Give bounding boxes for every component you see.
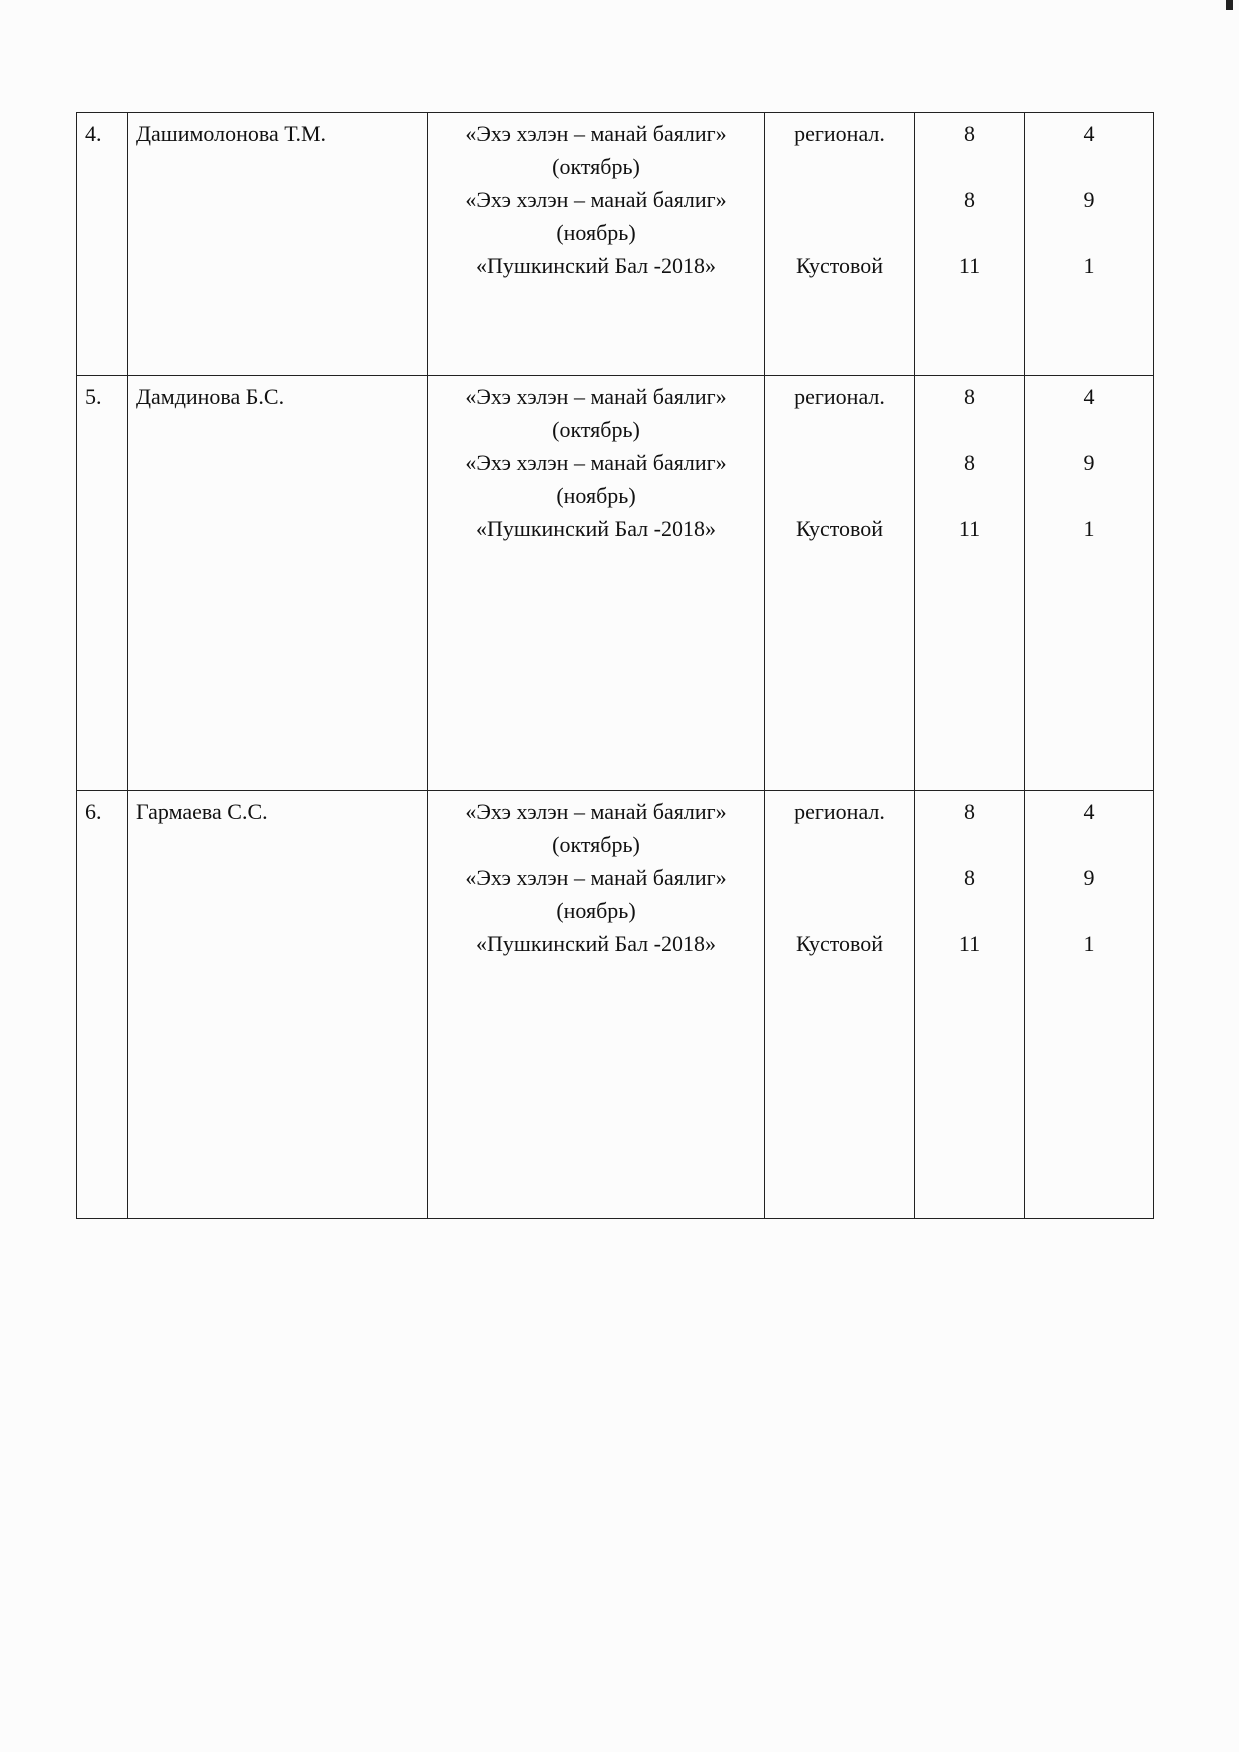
place-value: 4 (1083, 384, 1095, 409)
event-level: Кустовой (795, 931, 884, 956)
event-title: «Пушкинский Бал -2018» (476, 931, 716, 956)
grade-value: 8 (964, 121, 975, 146)
place-value: 4 (1083, 121, 1095, 146)
event-level (773, 446, 906, 479)
event-title: «Эхэ хэлэн – манай баялиг» (465, 865, 727, 890)
event-note: (октябрь) (552, 417, 640, 442)
grade-cell (915, 791, 1025, 1219)
place-value: 1 (1083, 253, 1095, 278)
place-value: 1 (1083, 931, 1095, 956)
event-note: (ноябрь) (556, 898, 636, 923)
level-cell (765, 113, 915, 376)
event-note: (ноябрь) (556, 220, 636, 245)
event-level: Кустовой (795, 253, 884, 278)
grade-value: 8 (964, 865, 975, 890)
event-level: регионал. (794, 799, 885, 824)
place-value: 9 (1083, 187, 1095, 212)
event-title: «Эхэ хэлэн – манай баялиг» (465, 187, 727, 212)
row-number: 4. (77, 113, 128, 376)
grade-value: 8 (964, 450, 975, 475)
participant-name: Дашимолонова Т.М. (128, 113, 428, 376)
grade-value: 8 (964, 384, 975, 409)
event-level: регионал. (794, 384, 885, 409)
event-level: Кустовой (795, 516, 884, 541)
event-title: «Эхэ хэлэн – манай баялиг» (465, 799, 727, 824)
grade-cell (915, 376, 1025, 791)
place-value: 9 (1083, 865, 1095, 890)
table-row (77, 113, 1154, 376)
grade-value: 8 (964, 187, 975, 212)
row-number: 6. (77, 791, 128, 1219)
event-title: «Пушкинский Бал -2018» (476, 253, 716, 278)
event-title: «Эхэ хэлэн – манай баялиг» (465, 384, 727, 409)
event-note: (октябрь) (552, 832, 640, 857)
place-value: 9 (1083, 450, 1095, 475)
event-note: (октябрь) (552, 154, 640, 179)
event-level (773, 861, 906, 894)
row-number: 5. (77, 376, 128, 791)
grade-value: 11 (958, 253, 981, 278)
results-table (76, 112, 1154, 1219)
participant-name: Дамдинова Б.С. (128, 376, 428, 791)
event-cell (428, 376, 765, 791)
place-cell (1025, 376, 1154, 791)
level-cell (765, 376, 915, 791)
grade-value: 11 (958, 516, 981, 541)
grade-value: 8 (964, 799, 975, 824)
event-cell (428, 113, 765, 376)
event-title: «Эхэ хэлэн – манай баялиг» (465, 121, 727, 146)
event-title: «Эхэ хэлэн – манай баялиг» (465, 450, 727, 475)
place-cell (1025, 791, 1154, 1219)
event-note: (ноябрь) (556, 483, 636, 508)
event-cell (428, 791, 765, 1219)
grade-cell (915, 113, 1025, 376)
event-level (773, 183, 906, 216)
participant-name: Гармаева С.С. (128, 791, 428, 1219)
place-value: 4 (1083, 799, 1095, 824)
table-row (77, 791, 1154, 1219)
place-value: 1 (1083, 516, 1095, 541)
place-cell (1025, 113, 1154, 376)
table-row (77, 376, 1154, 791)
scan-corner-mark (1226, 0, 1233, 10)
grade-value: 11 (958, 931, 981, 956)
event-level: регионал. (794, 121, 885, 146)
level-cell (765, 791, 915, 1219)
event-title: «Пушкинский Бал -2018» (476, 516, 716, 541)
